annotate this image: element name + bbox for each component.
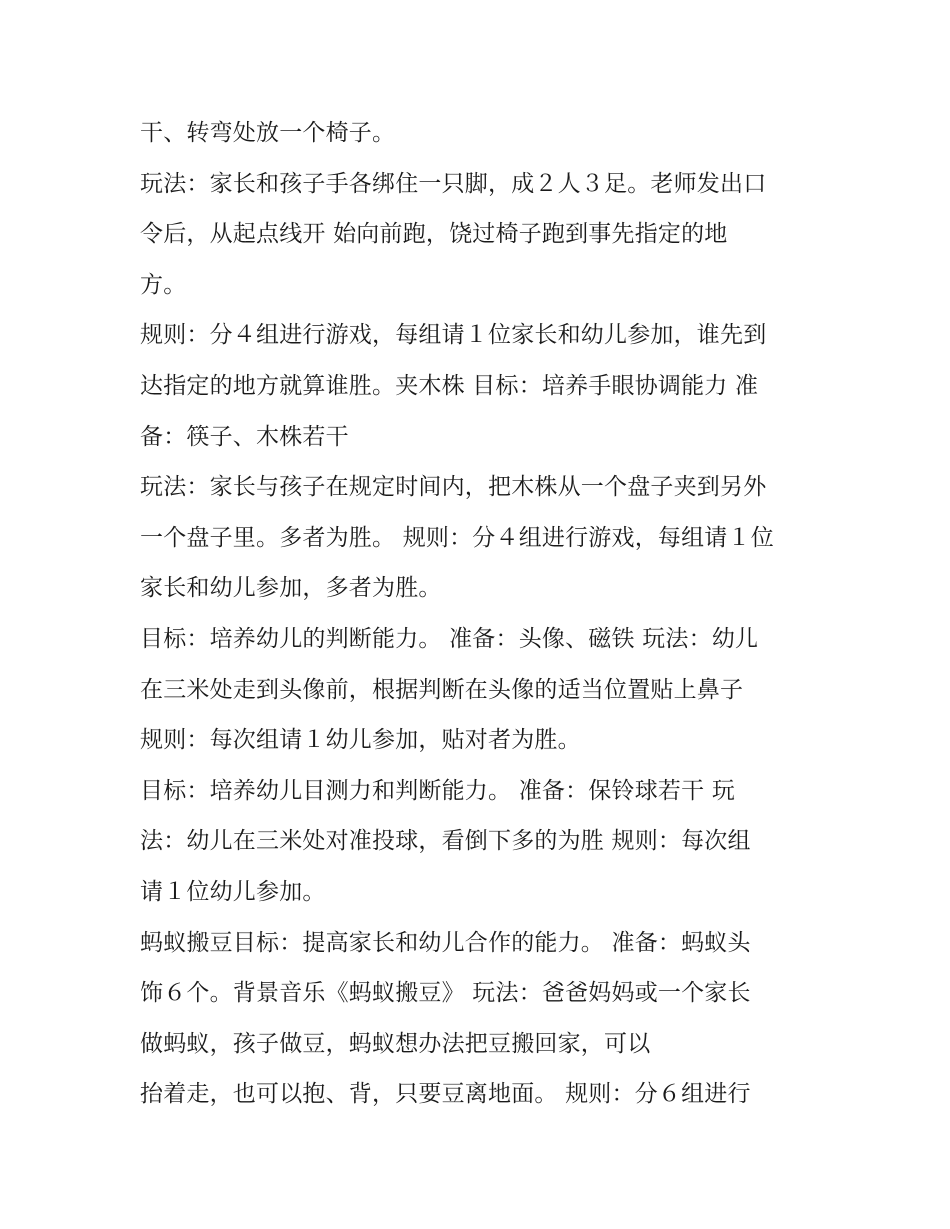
text-line: 在三米处走到头像前，根据判断在头像的适当位置贴上鼻子: [140, 676, 744, 703]
text-line: 抬着走，也可以抱、背，只要豆离地面。 规则：分６组进行: [140, 1081, 751, 1108]
text-line: 一个盘子里。多者为胜。 规则：分４组进行游戏，每组请１位: [140, 524, 774, 551]
text-line: 目标：培养幼儿的判断能力。 准备：头像、磁铁 玩法：幼儿: [140, 625, 759, 652]
text-line: 玩法：家长和孩子手各绑住一只脚，成２人３足。老师发出口: [140, 170, 767, 197]
text-line: 备：筷子、木株若干: [140, 423, 349, 450]
text-line: 达指定的地方就算谁胜。夹木株 目标：培养手眼协调能力 准: [140, 372, 759, 399]
text-line: 规则：分４组进行游戏，每组请１位家长和幼儿参加，谁先到: [140, 322, 767, 349]
document-body: [140, 108, 820, 1120]
text-line: 令后，从起点线开 始向前跑，饶过椅子跑到事先指定的地: [140, 221, 728, 248]
text-line: 干、转弯处放一个椅子。: [140, 120, 396, 146]
text-line: 饰６个。背景音乐《蚂蚁搬豆》 玩法：爸爸妈妈或一个家长: [140, 980, 751, 1007]
text-line: 家长和幼儿参加，多者为胜。: [140, 575, 442, 602]
text-line: 做蚂蚁，孩子做豆，蚂蚁想办法把豆搬回家，可以: [140, 1030, 651, 1057]
text-line: 请１位幼儿参加。: [140, 878, 326, 905]
text-line: 目标：培养幼儿目测力和判断能力。 准备：保铃球若干 玩: [140, 777, 736, 804]
text-line: 蚂蚁搬豆目标：提高家长和幼儿合作的能力。 准备：蚂蚁头: [140, 929, 751, 956]
text-line: 法：幼儿在三米处对准投球，看倒下多的为胜 规则：每次组: [140, 828, 751, 855]
text-line: 规则：每次组请１幼儿参加，贴对者为胜。: [140, 727, 581, 754]
text-line: 玩法：家长与孩子在规定时间内，把木株从一个盘子夹到另外: [140, 474, 767, 501]
text-line: 方。: [140, 271, 187, 298]
